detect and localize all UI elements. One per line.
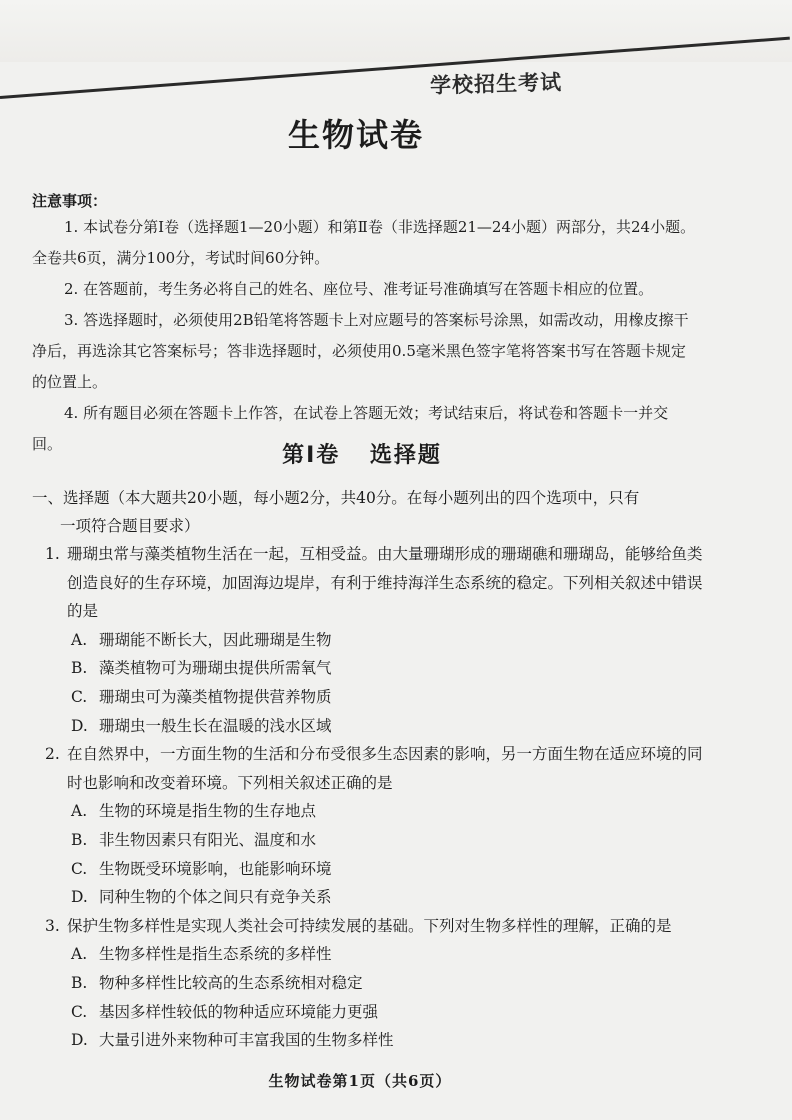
page-title: 生物试卷 <box>287 116 424 154</box>
note-item: 4. 所有题目必须在答题卡上作答，在试卷上答题无效；考试结束后，将试卷和答题卡一并交回。 <box>32 404 669 453</box>
option-text: 珊瑚虫可为藻类植物提供营养物质 <box>99 687 332 706</box>
question-stem: 在自然界中，一方面生物的生活和分布受很多生态因素的影响，另一方面生物在适应环境的同时也影响和改变着环境。下列相关叙述正确的是 <box>67 745 703 792</box>
option-letter: C. <box>71 1002 88 1021</box>
question-1 <box>45 540 715 740</box>
option-letter: B. <box>71 830 88 849</box>
option-c <box>45 683 715 712</box>
exam-header-banner: 学校招生考试 <box>429 69 563 98</box>
option-letter: B. <box>71 973 88 992</box>
part-continuation: 一项符合题目要求） <box>60 517 200 535</box>
option-text: 生物多样性是指生态系统的多样性 <box>99 945 332 964</box>
notes-heading: 注意事项： <box>32 192 108 210</box>
question-number: 2. <box>45 745 60 764</box>
option-c <box>45 998 715 1027</box>
option-a <box>45 797 715 826</box>
option-text: 大量引进外来物种可丰富我国的生物多样性 <box>99 1031 394 1050</box>
option-letter: A. <box>71 802 88 821</box>
option-letter: C. <box>71 687 88 706</box>
option-d <box>45 1026 715 1055</box>
option-b <box>45 826 715 855</box>
question-stem: 珊瑚虫常与藻类植物生活在一起，互相受益。由大量珊瑚形成的珊瑚礁和珊瑚岛，能够给鱼类创造良好的生存环境，加固海边堤岸，有利于维持海洋生态系统的稳定。下列相关叙述中错误的是 <box>67 545 703 621</box>
note-item: 2. 在答题前，考生务必将自己的姓名、座位号、准考证号准确填写在答题卡相应的位置。 <box>64 280 654 298</box>
option-a <box>45 626 715 655</box>
question-2 <box>45 740 715 912</box>
option-b <box>45 654 715 683</box>
question-number: 1. <box>45 545 60 563</box>
option-text: 生物的环境是指生物的生存地点 <box>99 802 317 821</box>
option-text: 基因多样性较低的物种适应环境能力更强 <box>99 1002 379 1021</box>
question-list <box>45 540 715 1055</box>
option-text: 生物既受环境影响，也能影响环境 <box>99 859 332 878</box>
background-page-top <box>0 0 792 70</box>
option-c <box>45 855 715 884</box>
note-item: 1. 本试卷分第Ⅰ卷（选择题1—20小题）和第Ⅱ卷（非选择题21—24小题）两部分，共24小题。全卷共6页，满分100分，考试时间60分钟。 <box>32 218 696 267</box>
option-letter: A. <box>71 945 88 964</box>
option-text: 非生物因素只有阳光、温度和水 <box>99 830 317 849</box>
option-text: 藻类植物可为珊瑚虫提供所需氧气 <box>99 659 332 678</box>
option-letter: D. <box>71 716 88 735</box>
section-name: 选择题 <box>369 443 442 468</box>
note-item: 3. 答选择题时，必须使用2B铅笔将答题卡上对应题号的答案标号涂黑，如需改动，用橡皮擦干净后，再选涂其它答案标号；答非选择题时，必须使用0.5毫米黑色签字笔将答案书写在答题卡规定的位置上。 <box>32 311 689 391</box>
option-letter: A. <box>71 630 88 649</box>
option-letter: D. <box>71 1031 88 1050</box>
option-b <box>45 969 715 998</box>
section-title <box>0 438 724 469</box>
option-text: 珊瑚虫一般生长在温暖的浅水区域 <box>99 716 332 735</box>
section-volume: 第Ⅰ卷 <box>282 443 341 468</box>
option-a <box>45 940 715 969</box>
question-3 <box>45 912 715 1055</box>
option-text: 同种生物的个体之间只有竞争关系 <box>99 888 332 907</box>
option-d <box>45 883 715 912</box>
option-text: 物种多样性比较高的生态系统相对稳定 <box>99 973 363 992</box>
option-letter: C. <box>71 859 88 878</box>
option-letter: D. <box>71 888 88 907</box>
question-number: 3. <box>45 916 60 935</box>
part-lead: 一、选择题（本大题共20小题，每小题2分，共40分。在每小题列出的四个选项中，只有 <box>32 489 640 507</box>
page-footer: 生物试卷第1页（共6页） <box>268 1072 452 1090</box>
option-letter: B. <box>71 659 88 678</box>
option-d <box>45 712 715 741</box>
question-stem: 保护生物多样性是实现人类社会可持续发展的基础。下列对生物多样性的理解，正确的是 <box>67 916 672 935</box>
part-instructions <box>32 484 712 540</box>
notes-list <box>32 212 696 460</box>
option-text: 珊瑚能不断长大，因此珊瑚是生物 <box>99 630 332 649</box>
